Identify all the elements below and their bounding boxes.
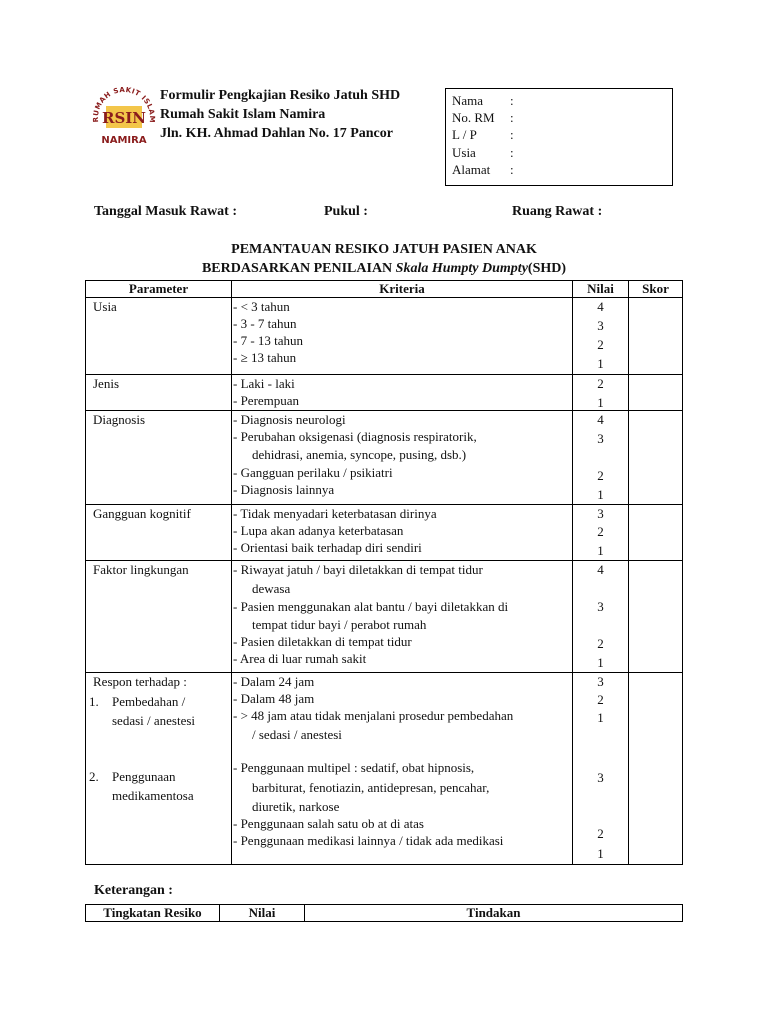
- criteria-item: - Dalam 24 jam: [233, 674, 315, 689]
- score-value: 4: [597, 412, 604, 427]
- keterangan-header-row: [86, 905, 683, 922]
- score-value: 4: [597, 562, 604, 577]
- criteria-item: - Diagnosis lainnya: [233, 482, 335, 497]
- header-skor: Skor: [629, 281, 683, 298]
- skor-cell-respon[interactable]: [629, 673, 683, 865]
- keterangan-label: Keterangan :: [94, 883, 173, 898]
- skor-cell-diagnosis[interactable]: [629, 411, 683, 505]
- patient-field-lp[interactable]: L / P :: [452, 127, 514, 142]
- logo-monogram: RSIN: [101, 109, 147, 127]
- criteria-item: - < 3 tahun: [233, 299, 290, 314]
- criteria-item-continued: tempat tidur bayi / perabot rumah: [252, 617, 427, 632]
- criteria-item: - 3 - 7 tahun: [233, 316, 297, 331]
- header-parameter: Parameter: [86, 281, 232, 298]
- param-faktor-lingkungan: Faktor lingkungan: [93, 562, 189, 577]
- score-value: 2: [597, 524, 604, 539]
- criteria-item: - Orientasi baik terhadap diri sendiri: [233, 540, 422, 555]
- score-value: 3: [597, 770, 604, 785]
- score-value: 2: [597, 468, 604, 483]
- criteria-item: - Diagnosis neurologi: [233, 412, 346, 427]
- logo-word: NAMIRA: [101, 135, 147, 146]
- criteria-item: - Gangguan perilaku / psikiatri: [233, 465, 393, 480]
- param-respon-sedasi: sedasi / anestesi: [112, 713, 196, 728]
- patient-info-box: [445, 88, 673, 186]
- header-tindakan: Tindakan: [305, 905, 683, 922]
- logo-arc-text: RUMAH SAKIT ISLAM: [92, 85, 156, 124]
- header-nilai: Nilai: [573, 281, 629, 298]
- table-row: [86, 561, 683, 673]
- param-respon: Respon terhadap :: [93, 674, 187, 689]
- score-value: 1: [597, 543, 604, 558]
- header-tingkatan-resiko: Tingkatan Resiko: [86, 905, 220, 922]
- param-respon-num-2: 2.: [89, 769, 99, 784]
- criteria-item: - Penggunaan medikasi lainnya / tidak ada medikasi: [233, 833, 504, 848]
- criteria-item: - Pasien diletakkan di tempat tidur: [233, 634, 412, 649]
- criteria-item: - 7 - 13 tahun: [233, 333, 304, 348]
- section-title-line1: PEMANTAUAN RESIKO JATUH PASIEN ANAK: [231, 242, 537, 257]
- score-value: 1: [597, 356, 604, 371]
- score-value: 2: [597, 826, 604, 841]
- table-row: [86, 505, 683, 561]
- form-title: Formulir Pengkajian Resiko Jatuh SHD: [160, 88, 401, 103]
- criteria-item: - Penggunaan salah satu ob at di atas: [233, 816, 424, 831]
- score-value: 4: [597, 299, 604, 314]
- param-respon-medikamentosa: medikamentosa: [112, 788, 194, 803]
- patient-field-usia[interactable]: Usia :: [452, 145, 514, 160]
- param-jenis: Jenis: [93, 376, 119, 391]
- criteria-item: - Tidak menyadari keterbatasan dirinya: [233, 506, 437, 521]
- param-respon-pembedahan: Pembedahan /: [112, 694, 186, 709]
- score-value: 1: [597, 655, 604, 670]
- section-title-line2: BERDASARKAN PENILAIAN Skala Humpty Dumpty(SHD): [201, 261, 567, 276]
- score-value: 2: [597, 376, 604, 391]
- criteria-item: - Area di luar rumah sakit: [233, 651, 367, 666]
- patient-field-no-rm[interactable]: No. RM :: [452, 110, 514, 125]
- criteria-item-continued: dehidrasi, anemia, syncope, pusing, dsb.): [252, 447, 467, 462]
- param-gangguan-kognitif: Gangguan kognitif: [93, 506, 191, 521]
- criteria-item: - Laki - laki: [233, 376, 295, 391]
- table-row: [86, 411, 683, 505]
- score-value: 3: [597, 431, 604, 446]
- criteria-item: - Perubahan oksigenasi (diagnosis respiratorik,: [233, 429, 477, 444]
- patient-field-alamat[interactable]: Alamat :: [452, 162, 514, 177]
- param-diagnosis: Diagnosis: [93, 412, 145, 427]
- criteria-item: - Dalam 48 jam: [233, 691, 315, 706]
- score-value: 1: [597, 846, 604, 861]
- param-respon-num-1: 1.: [89, 694, 99, 709]
- criteria-item: - Pasien menggunakan alat bantu / bayi diletakkan di: [233, 599, 509, 614]
- criteria-item: - ≥ 13 tahun: [233, 350, 297, 365]
- param-usia: Usia: [93, 299, 117, 314]
- patient-field-nama[interactable]: Nama :: [452, 93, 514, 108]
- skor-cell-usia[interactable]: [629, 298, 683, 375]
- score-value: 1: [597, 487, 604, 502]
- criteria-item-continued: dewasa: [252, 581, 291, 596]
- criteria-item: - Riwayat jatuh / bayi diletakkan di tempat tidur: [233, 562, 483, 577]
- score-value: 2: [597, 692, 604, 707]
- score-value: 3: [597, 318, 604, 333]
- score-value: 1: [597, 395, 604, 410]
- score-value: 3: [597, 506, 604, 521]
- criteria-item: - Perempuan: [233, 393, 300, 408]
- criteria-item: - > 48 jam atau tidak menjalani prosedur pembedahan: [233, 708, 514, 723]
- header-kriteria: Kriteria: [232, 281, 573, 298]
- hospital-name: Rumah Sakit Islam Namira: [160, 107, 326, 122]
- humpty-dumpty-table: [85, 280, 683, 865]
- criteria-item: - Penggunaan multipel : sedatif, obat hipnosis,: [233, 760, 475, 775]
- skor-cell-kognitif[interactable]: [629, 505, 683, 561]
- table-header-row: [86, 281, 683, 298]
- header-nilai-ket: Nilai: [220, 905, 305, 922]
- score-value: 1: [597, 710, 604, 725]
- criteria-item-continued: barbiturat, fenotiazin, antidepresan, pencahar,: [252, 780, 490, 795]
- skor-cell-lingkungan[interactable]: [629, 561, 683, 673]
- admission-date-label[interactable]: Tanggal Masuk Rawat :: [94, 204, 238, 219]
- keterangan-table: [85, 904, 683, 922]
- table-row: [86, 375, 683, 411]
- score-value: 3: [597, 674, 604, 689]
- criteria-item: - Lupa akan adanya keterbatasan: [233, 523, 404, 538]
- table-row: [86, 298, 683, 375]
- admission-time-label[interactable]: Pukul :: [324, 204, 368, 219]
- score-value: 3: [597, 599, 604, 614]
- table-row: [86, 673, 683, 865]
- score-value: 2: [597, 636, 604, 651]
- score-value: 2: [597, 337, 604, 352]
- skor-cell-jenis[interactable]: [629, 375, 683, 411]
- criteria-item-continued: diuretik, narkose: [252, 799, 340, 814]
- criteria-item-continued: / sedasi / anestesi: [252, 727, 342, 742]
- ward-label[interactable]: Ruang Rawat :: [512, 204, 603, 219]
- hospital-address: Jln. KH. Ahmad Dahlan No. 17 Pancor: [160, 126, 393, 141]
- param-respon-penggunaan: Penggunaan: [112, 769, 176, 784]
- hospital-logo: [92, 84, 156, 150]
